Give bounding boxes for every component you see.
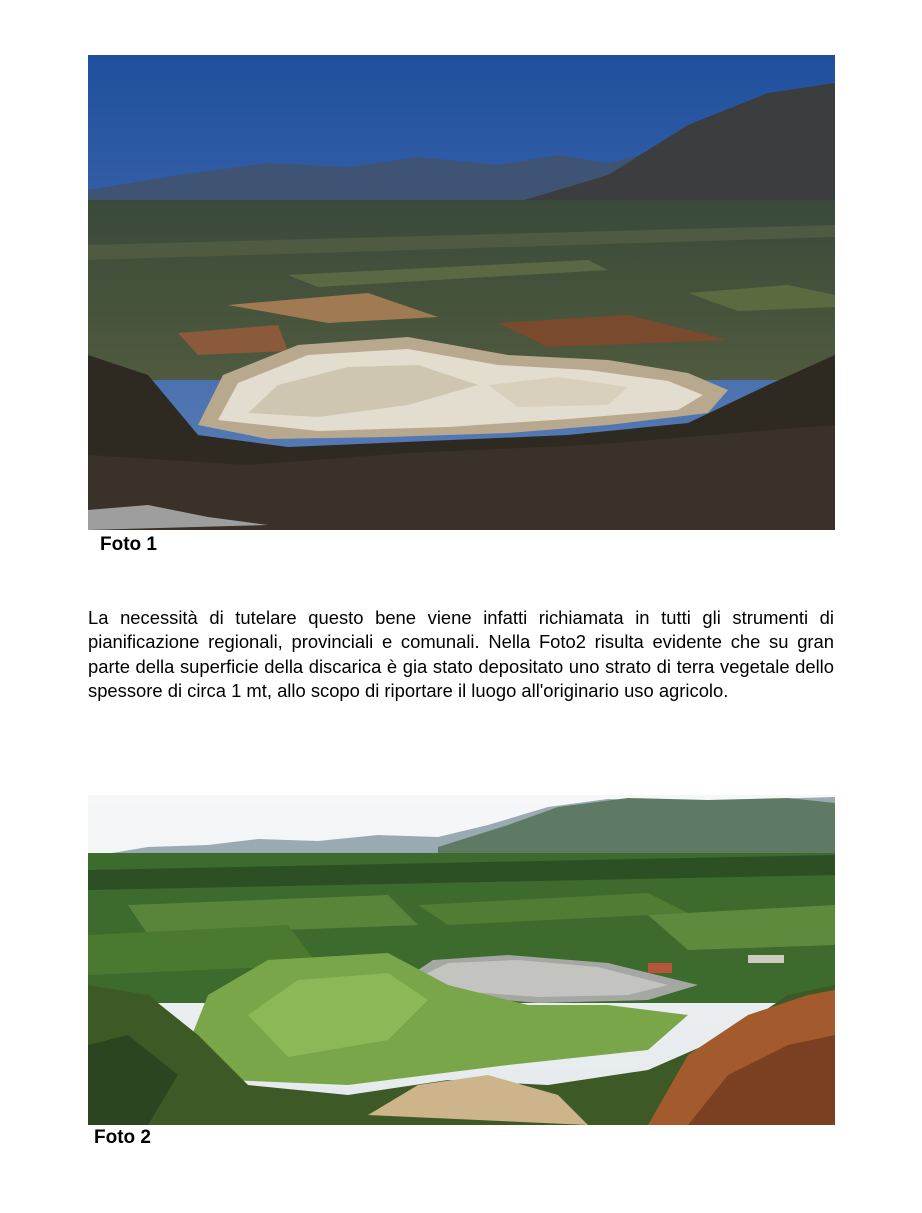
body-paragraph: La necessità di tutelare questo bene viene infatti richiamata in tutti gli strumenti di pianificazione regionali, provinciali e comunali. Nella Foto2 risulta evidente che su gran parte della superficie della discarica è gia stato depositato uno strato di terra vegetale dello spessore di circa 1 mt, allo scopo di riportare il luogo all'originario uso agricolo. [88, 607, 834, 701]
photo-1-caption: Foto 1 [100, 534, 157, 555]
photo-2 [88, 795, 835, 1125]
photo-1 [88, 55, 835, 530]
photo-2-caption: Foto 2 [94, 1127, 151, 1148]
